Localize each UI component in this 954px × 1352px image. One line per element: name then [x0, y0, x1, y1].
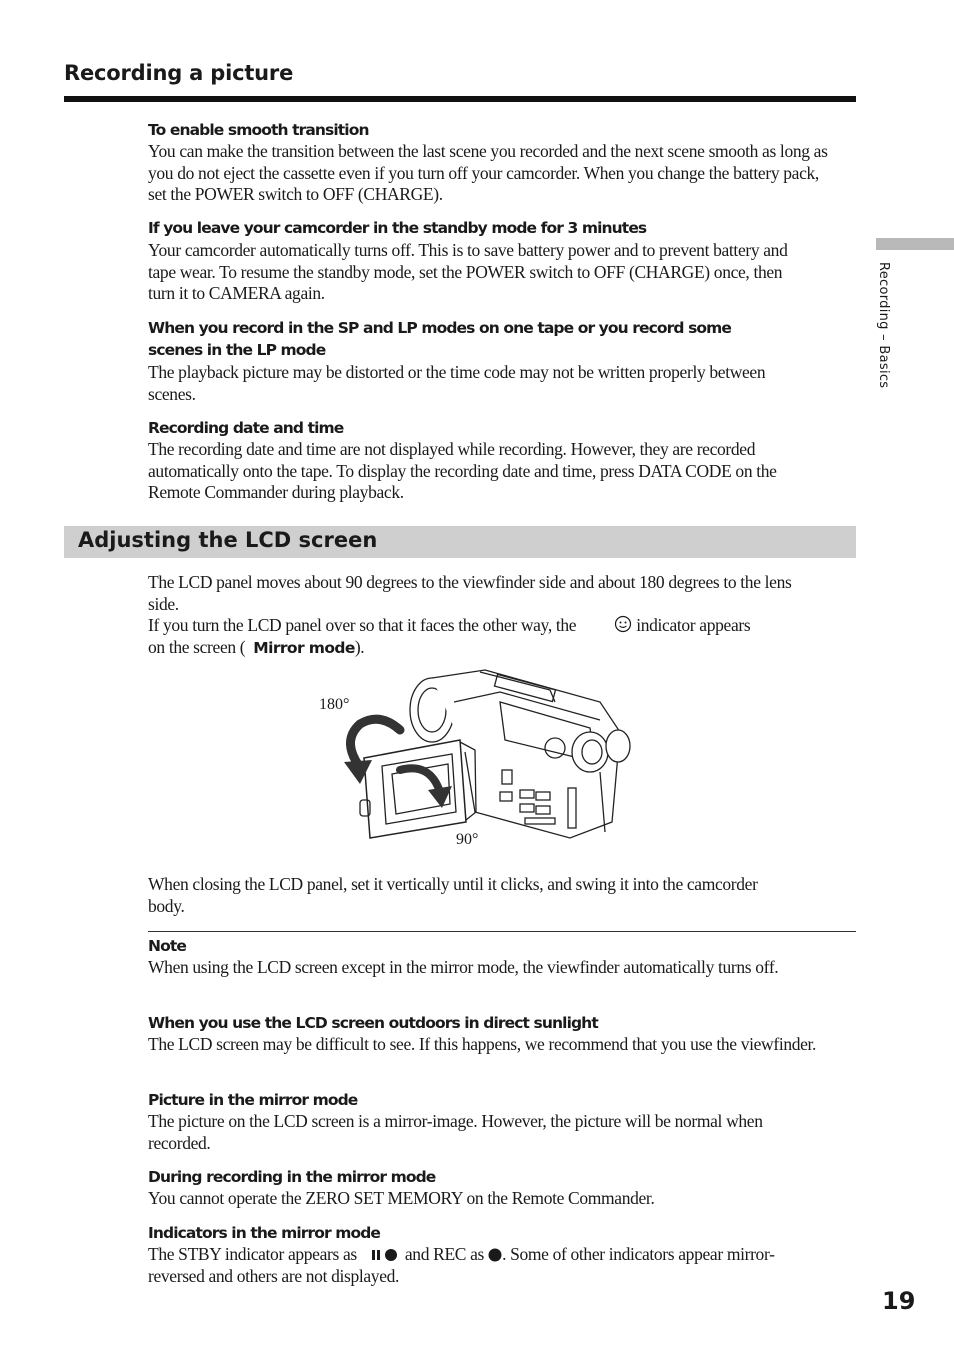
indicator-text-b: and REC as — [404, 1244, 485, 1264]
rec-indicator-icon — [488, 1248, 502, 1262]
camcorder-illustration — [300, 662, 640, 852]
paragraph-date-time: The recording date and time are not displayed while recording. However, they are recorded automatically onto the tape. To display the recording date and time, press DATA CODE on the Remote Commander during playback. — [148, 439, 777, 502]
side-tab-label: Recording – Basics — [876, 262, 891, 389]
subheading-date-time: Recording date and time — [148, 419, 344, 437]
paragraph-mirror-indicator — [148, 615, 848, 659]
paragraph-mirror-indicators — [148, 1244, 818, 1287]
note-heading: Note — [148, 937, 186, 955]
paragraph-lcd-intro: The LCD panel moves about 90 degrees to the viewfinder side and about 180 degrees to the lens side. — [148, 572, 792, 614]
section-band — [64, 526, 856, 558]
page-title: Recording a picture — [64, 61, 294, 85]
camcorder-drawing — [300, 662, 640, 852]
subheading-mirror-indicators: Indicators in the mirror mode — [148, 1224, 381, 1242]
paragraph-mirror-picture: The picture on the LCD screen is a mirror-image. However, the picture will be normal when recorded. — [148, 1111, 763, 1153]
subheading-sp-lp: When you record in the SP and LP modes on one tape or you record some scenes in the LP mode — [148, 319, 732, 359]
subheading-mirror-recording: During recording in the mirror mode — [148, 1168, 436, 1186]
note-divider — [148, 931, 856, 932]
paragraph-closing: When closing the LCD panel, set it vertically until it clicks, and swing it into the camcorder body. — [148, 874, 758, 916]
indicator-text-a: The STBY indicator appears as — [148, 1244, 357, 1264]
intro-text-a: If you turn the LCD panel over so that it faces the other way, the — [148, 615, 577, 635]
paragraph-standby: Your camcorder automatically turns off. This is to save battery power and to prevent battery and tape wear. To resume the standby mode, set the POWER switch to OFF (CHARGE) once, then turn it to CAMERA again. — [148, 240, 788, 303]
subheading-mirror-picture: Picture in the mirror mode — [148, 1091, 358, 1109]
side-tab-bar — [876, 238, 954, 250]
paragraph-sp-lp: The playback picture may be distorted or the time code may not be written properly between scenes. — [148, 362, 766, 404]
intro-text-c: on the screen ( — [148, 636, 246, 657]
intro-text-d: ). — [354, 636, 365, 657]
subheading-standby: If you leave your camcorder in the standby mode for 3 minutes — [148, 219, 647, 237]
paragraph-mirror-recording: You cannot operate the ZERO SET MEMORY on the Remote Commander. — [148, 1188, 655, 1208]
intro-text-b: indicator appears — [636, 615, 751, 635]
mirror-mode-icon — [614, 615, 632, 633]
note-body: When using the LCD screen except in the mirror mode, the viewfinder automatically turns off. — [148, 957, 779, 977]
subheading-sunlight: When you use the LCD screen outdoors in direct sunlight — [148, 1014, 598, 1032]
title-rule — [64, 96, 856, 102]
indicator-text-c: . Some of other indicators appear mirror-reversed and others are not displayed. — [148, 1244, 775, 1286]
side-tab — [873, 262, 893, 412]
stby-indicator-icon — [371, 1248, 401, 1262]
mirror-mode-label: Mirror mode — [253, 638, 355, 657]
angle-label-90: 90° — [456, 831, 479, 848]
page-number: 19 — [882, 1287, 916, 1315]
paragraph-smooth-transition: You can make the transition between the last scene you recorded and the next scene smooth as long as you do not eject the cassette even if you turn off your camcorder. When you change the battery pack, set the POWER switch to OFF (CHARGE). — [148, 141, 828, 204]
paragraph-sunlight: The LCD screen may be difficult to see. If this happens, we recommend that you use the viewfinder. — [148, 1034, 817, 1054]
section-title: Adjusting the LCD screen — [78, 528, 378, 552]
subheading-smooth-transition: To enable smooth transition — [148, 121, 369, 139]
angle-label-180: 180° — [319, 696, 350, 713]
